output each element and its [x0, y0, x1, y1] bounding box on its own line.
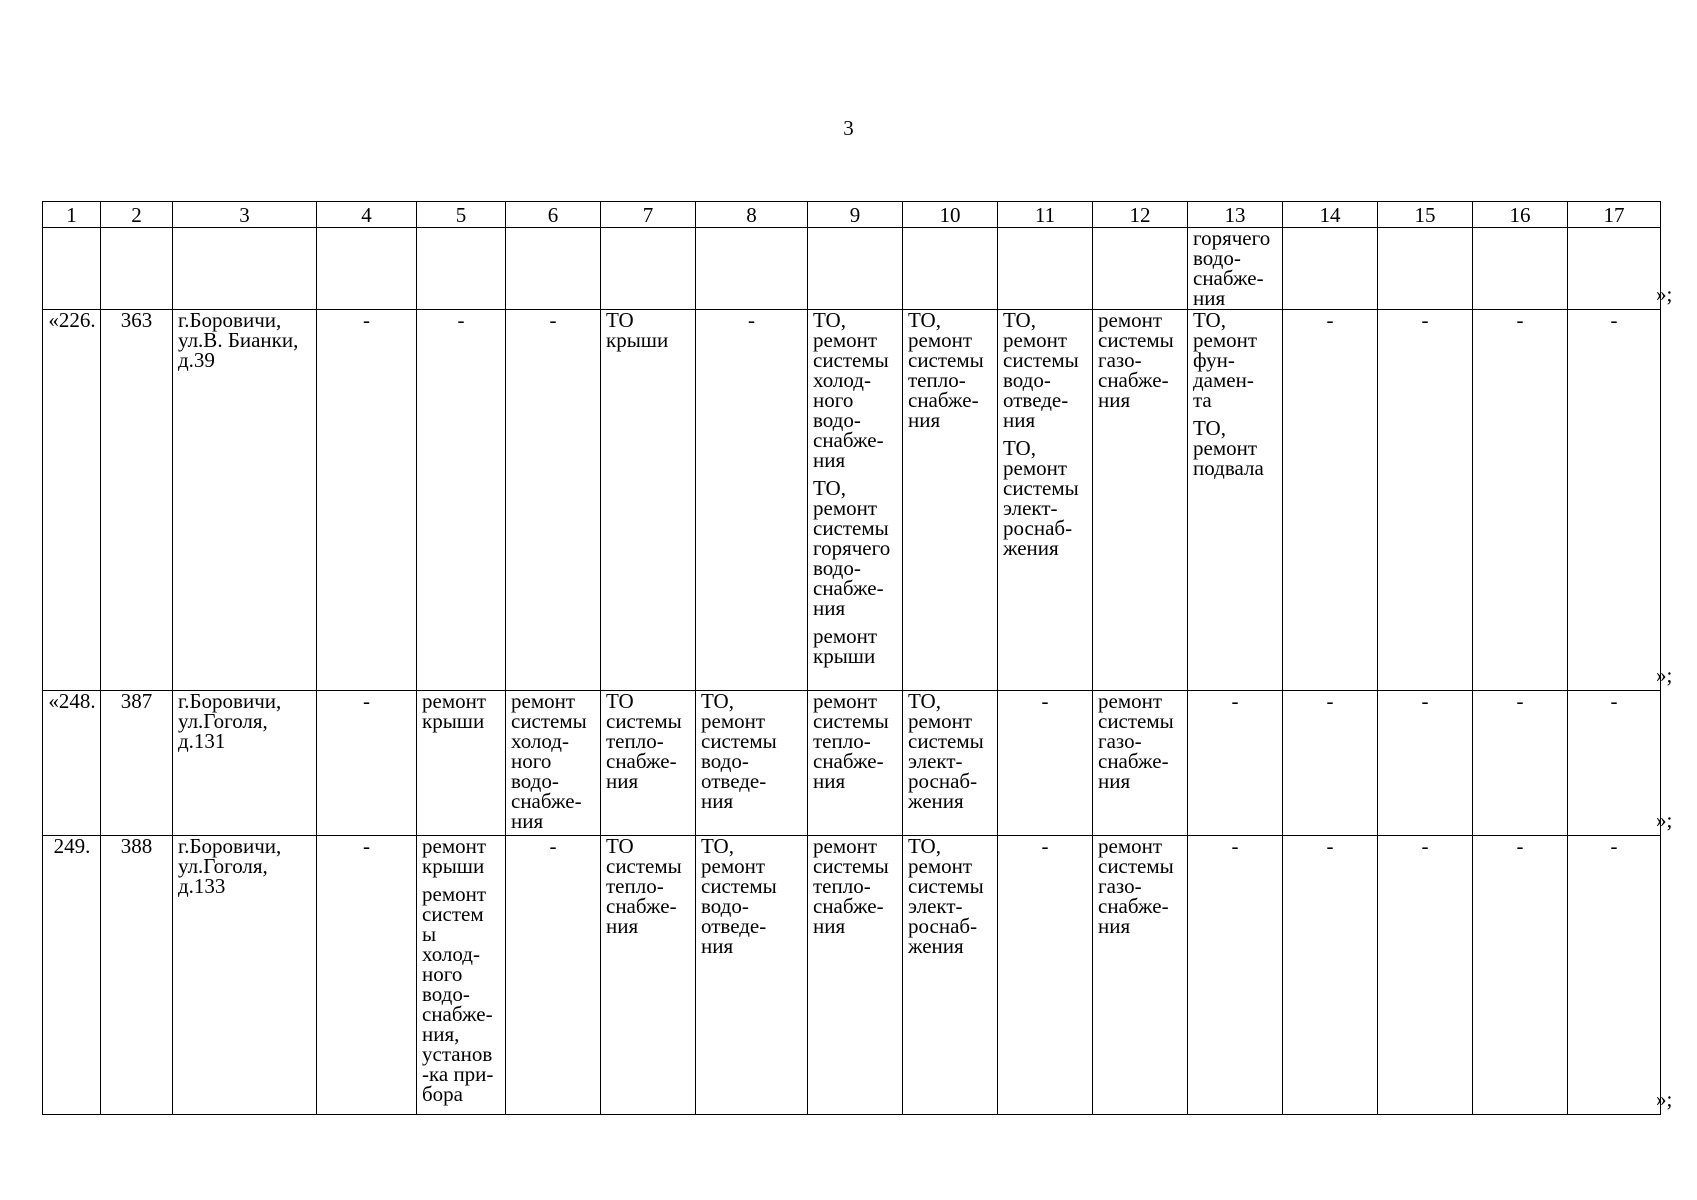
cell-line: ТО — [606, 309, 634, 332]
table-cell: - — [317, 310, 417, 691]
cell-paragraph — [1003, 310, 1087, 430]
table-cell: - — [998, 691, 1093, 836]
cell-paragraph — [813, 310, 897, 470]
cell-line: ремонт — [813, 328, 878, 352]
cell-line: ния — [511, 809, 544, 833]
table-cell — [696, 836, 808, 1115]
cell-line: ремонт — [422, 835, 487, 858]
table-cell: - — [1378, 691, 1473, 836]
cell-line: элект- — [908, 749, 963, 773]
table-cell — [903, 691, 998, 836]
table-cell: - — [1188, 836, 1283, 1115]
cell-line: ния — [606, 914, 639, 938]
cell-line: системы — [701, 729, 777, 753]
table-cell: - — [998, 836, 1093, 1115]
cell-line: системы — [1003, 476, 1079, 500]
cell-line: системы — [1098, 709, 1174, 733]
cell-paragraph — [1098, 691, 1182, 791]
table-cell — [808, 836, 903, 1115]
cell-line: крыши — [422, 709, 485, 733]
cell-paragraph — [178, 310, 311, 370]
cell-paragraph — [1193, 310, 1277, 410]
column-number-10: 10 — [903, 202, 998, 228]
table-cell: - — [317, 691, 417, 836]
table-cell: - — [1568, 691, 1661, 836]
cell-line: системы — [813, 516, 889, 540]
table-cell — [43, 228, 101, 310]
cell-line: крыши — [422, 854, 485, 878]
cell-paragraph — [701, 691, 802, 811]
cell-line: системы — [606, 854, 682, 878]
cell-line: фун- — [1193, 348, 1235, 372]
table-cell — [696, 691, 808, 836]
table-cell — [808, 310, 903, 691]
cell-line: ного — [422, 962, 463, 986]
cell-line: ремонт — [422, 882, 487, 906]
cell-line: ТО, — [813, 309, 846, 332]
cell-line: ремонт — [1193, 328, 1258, 352]
table-cell: 388 — [101, 836, 173, 1115]
table-cell — [998, 228, 1093, 310]
cell-line: снабже- — [1098, 894, 1169, 918]
table-cell — [1093, 310, 1188, 691]
cell-line: водо- — [422, 982, 470, 1006]
cell-line: системы — [813, 854, 889, 878]
cell-line: ТО, — [1193, 309, 1226, 332]
cell-paragraph — [1193, 228, 1277, 308]
cell-line: ремонт — [1193, 436, 1258, 460]
cell-line: установ — [422, 1042, 493, 1066]
cell-line: жения — [908, 789, 964, 813]
cell-line: жения — [1003, 536, 1059, 560]
cell-paragraph — [1003, 438, 1087, 558]
cell-line: системы — [908, 874, 984, 898]
cell-line: элект- — [1003, 496, 1058, 520]
cell-paragraph — [813, 478, 897, 618]
cell-line: ния — [701, 789, 734, 813]
cell-line: горячего — [1193, 227, 1271, 250]
table-row — [43, 691, 1661, 836]
cell-line: ремонт — [813, 835, 878, 858]
cell-line: та — [1193, 388, 1212, 412]
cell-line: г.Боровичи, — [178, 309, 282, 332]
cell-line: ул.В. Бианки, — [178, 328, 299, 352]
cell-line: системы — [1098, 854, 1174, 878]
table-cell: - — [1188, 691, 1283, 836]
cell-line: подвала — [1193, 456, 1264, 480]
table-cell: - — [1283, 836, 1378, 1115]
row-end-mark: »; — [1656, 807, 1673, 832]
cell-line: г.Боровичи, — [178, 690, 282, 713]
cell-line: ния — [1003, 408, 1036, 432]
cell-line: горячего — [813, 536, 891, 560]
cell-line: тепло- — [908, 368, 966, 392]
table-cell — [417, 691, 506, 836]
cell-line: ния — [1098, 769, 1131, 793]
table-cell — [601, 836, 696, 1115]
table-cell — [696, 228, 808, 310]
cell-line: элект- — [908, 894, 963, 918]
cell-line: ния — [1098, 388, 1131, 412]
table-cell — [601, 691, 696, 836]
cell-line: д.133 — [178, 874, 226, 898]
cell-line: крыши — [606, 328, 669, 352]
cell-line: газо- — [1098, 874, 1142, 898]
cell-line: ремонт — [1098, 309, 1163, 332]
column-number-7: 7 — [601, 202, 696, 228]
cell-line: снабже- — [606, 749, 677, 773]
cell-line: системы — [701, 874, 777, 898]
cell-line: ТО, — [701, 835, 734, 858]
table-cell: - — [506, 836, 601, 1115]
column-number-12: 12 — [1093, 202, 1188, 228]
cell-line: ремонт — [908, 709, 973, 733]
column-number-5: 5 — [417, 202, 506, 228]
cell-paragraph — [1098, 310, 1182, 410]
cell-line: холод- — [422, 942, 480, 966]
cell-line: ремонт — [813, 690, 878, 713]
cell-line: ния — [813, 914, 846, 938]
cell-paragraph — [422, 836, 500, 876]
column-number-15: 15 — [1378, 202, 1473, 228]
cell-paragraph — [813, 836, 897, 936]
cell-line: системы — [1003, 348, 1079, 372]
row-end-mark: »; — [1656, 662, 1673, 687]
table-body — [43, 228, 1661, 1115]
cell-line: тепло- — [606, 729, 664, 753]
cell-line: снабже- — [813, 894, 884, 918]
table-cell — [1093, 228, 1188, 310]
cell-line: д.131 — [178, 729, 226, 753]
cell-line: ния — [606, 769, 639, 793]
table-cell: 363 — [101, 310, 173, 691]
cell-line: ы — [422, 922, 437, 946]
cell-line: ул.Гоголя, — [178, 709, 268, 733]
cell-line: ремонт — [511, 690, 576, 713]
cell-line: ТО, — [908, 835, 941, 858]
table-cell — [1093, 691, 1188, 836]
table-cell — [1093, 836, 1188, 1115]
cell-line: тепло- — [606, 874, 664, 898]
cell-line: ремонт — [813, 496, 878, 520]
cell-line: снабже- — [606, 894, 677, 918]
table-cell: - — [696, 310, 808, 691]
cell-line: ния — [1098, 914, 1131, 938]
table-cell — [1283, 228, 1378, 310]
table-cell — [903, 310, 998, 691]
cell-line: ТО, — [701, 690, 734, 713]
table-cell — [601, 228, 696, 310]
column-number-8: 8 — [696, 202, 808, 228]
column-number-9: 9 — [808, 202, 903, 228]
table-cell: 249. — [43, 836, 101, 1115]
cell-line: ния — [908, 408, 941, 432]
cell-paragraph — [701, 836, 802, 956]
cell-paragraph — [422, 884, 500, 1104]
cell-line: ул.Гоголя, — [178, 854, 268, 878]
cell-line: снабже- — [1098, 749, 1169, 773]
cell-line: водо- — [701, 749, 749, 773]
cell-line: снабже- — [813, 428, 884, 452]
cell-line: ния — [813, 769, 846, 793]
table-cell: - — [1473, 310, 1568, 691]
column-number-17: 17 — [1568, 202, 1661, 228]
cell-line: снабже- — [1098, 368, 1169, 392]
column-number-3: 3 — [173, 202, 317, 228]
table-cell — [1378, 228, 1473, 310]
row-end-mark: »; — [1656, 281, 1673, 306]
cell-line: снабже- — [813, 749, 884, 773]
cell-line: ремонт — [1098, 690, 1163, 713]
cell-line: ТО — [606, 690, 634, 713]
cell-line: ремонт — [908, 854, 973, 878]
cell-line: ремонт — [701, 709, 766, 733]
column-number-2: 2 — [101, 202, 173, 228]
table-cell — [506, 691, 601, 836]
column-number-11: 11 — [998, 202, 1093, 228]
cell-paragraph — [813, 626, 897, 666]
cell-line: ТО, — [1003, 309, 1036, 332]
table-cell — [173, 691, 317, 836]
cell-line: снабже- — [813, 576, 884, 600]
cell-line: ремонт — [1003, 328, 1068, 352]
cell-paragraph — [908, 691, 992, 811]
table-cell: - — [1473, 836, 1568, 1115]
cell-paragraph — [606, 310, 690, 350]
cell-line: газо- — [1098, 729, 1142, 753]
table-cell — [101, 228, 173, 310]
cell-line: газо- — [1098, 348, 1142, 372]
table-cell: - — [1283, 310, 1378, 691]
table-cell: - — [1473, 691, 1568, 836]
table-cell — [1473, 228, 1568, 310]
table-cell — [601, 310, 696, 691]
table-cell: 387 — [101, 691, 173, 836]
cell-line: ТО, — [908, 690, 941, 713]
cell-paragraph — [422, 691, 500, 731]
cell-line: крыши — [813, 644, 876, 668]
table-cell: «248. — [43, 691, 101, 836]
table-cell — [998, 310, 1093, 691]
table-cell — [506, 228, 601, 310]
table-cell — [173, 228, 317, 310]
table-cell — [417, 228, 506, 310]
cell-line: снабже- — [1193, 266, 1264, 290]
cell-line: отведе- — [701, 769, 767, 793]
column-number-16: 16 — [1473, 202, 1568, 228]
cell-line: ТО, — [813, 476, 846, 500]
cell-paragraph — [1193, 418, 1277, 478]
column-number-13: 13 — [1188, 202, 1283, 228]
table-cell — [1188, 310, 1283, 691]
cell-line: водо- — [511, 769, 559, 793]
table-cell: «226. — [43, 310, 101, 691]
cell-line: системы — [813, 709, 889, 733]
cell-line: роснаб- — [1003, 516, 1073, 540]
cell-line: ремонт — [813, 624, 878, 648]
table-cell: - — [1568, 836, 1661, 1115]
cell-line: системы — [1098, 328, 1174, 352]
cell-line: снабже- — [511, 789, 582, 813]
cell-line: ния — [701, 934, 734, 958]
page-number: 3 — [843, 116, 854, 140]
table-cell — [317, 228, 417, 310]
table-cell — [903, 228, 998, 310]
table-cell: - — [417, 310, 506, 691]
cell-paragraph — [908, 836, 992, 956]
cell-line: систем — [422, 902, 484, 926]
table-cell — [1188, 228, 1283, 310]
cell-line: ТО, — [1003, 436, 1036, 460]
cell-line: ТО, — [908, 309, 941, 332]
cell-line: ния, — [422, 1022, 460, 1046]
table-cell: - — [1378, 836, 1473, 1115]
table-row — [43, 228, 1661, 310]
cell-line: дамен- — [1193, 368, 1254, 392]
cell-line: холод- — [511, 729, 569, 753]
cell-line: системы — [908, 348, 984, 372]
cell-paragraph — [178, 691, 311, 751]
cell-line: ния — [1193, 286, 1226, 310]
table-cell: - — [1378, 310, 1473, 691]
cell-line: ТО, — [1193, 416, 1226, 440]
cell-paragraph — [606, 836, 690, 936]
column-number-6: 6 — [506, 202, 601, 228]
table-row — [43, 836, 1661, 1115]
table-cell: - — [1568, 310, 1661, 691]
cell-line: д.39 — [178, 348, 215, 372]
cell-paragraph — [813, 691, 897, 791]
table-cell — [903, 836, 998, 1115]
cell-paragraph — [178, 836, 311, 896]
cell-line: г.Боровичи, — [178, 835, 282, 858]
cell-line: ного — [511, 749, 552, 773]
column-number-1: 1 — [43, 202, 101, 228]
cell-line: водо- — [701, 894, 749, 918]
column-number-row — [43, 202, 1661, 228]
table-cell — [417, 836, 506, 1115]
table-row — [43, 310, 1661, 691]
column-number-4: 4 — [317, 202, 417, 228]
cell-line: жения — [908, 934, 964, 958]
cell-line: системы — [813, 348, 889, 372]
column-number-14: 14 — [1283, 202, 1378, 228]
cell-line: тепло- — [813, 874, 871, 898]
cell-line: ремонт — [1098, 835, 1163, 858]
cell-line: -ка при- — [422, 1062, 494, 1086]
cell-line: водо- — [1193, 246, 1241, 270]
cell-line: ремонт — [908, 328, 973, 352]
cell-line: ремонт — [701, 854, 766, 878]
table-cell — [808, 228, 903, 310]
table-cell — [1568, 228, 1661, 310]
cell-line: холод- — [813, 368, 871, 392]
cell-line: ремонт — [422, 690, 487, 713]
cell-paragraph — [511, 691, 595, 831]
cell-line: роснаб- — [908, 914, 978, 938]
header-row-group — [43, 202, 1661, 228]
cell-line: ремонт — [1003, 456, 1068, 480]
cell-line: снабже- — [422, 1002, 493, 1026]
cell-paragraph — [606, 691, 690, 791]
cell-line: системы — [511, 709, 587, 733]
cell-line: отведе- — [701, 914, 767, 938]
table-cell — [808, 691, 903, 836]
cell-paragraph — [908, 310, 992, 430]
cell-line: ного — [813, 388, 854, 412]
cell-line: водо- — [813, 408, 861, 432]
table-cell: - — [1283, 691, 1378, 836]
table-cell — [173, 836, 317, 1115]
cell-line: ния — [813, 596, 846, 620]
cell-line: ТО — [606, 835, 634, 858]
table-cell: - — [317, 836, 417, 1115]
cell-paragraph — [1098, 836, 1182, 936]
cell-line: системы — [606, 709, 682, 733]
cell-line: системы — [908, 729, 984, 753]
table-cell — [173, 310, 317, 691]
repair-schedule-table — [42, 201, 1661, 1115]
cell-line: водо- — [1003, 368, 1051, 392]
cell-line: снабже- — [908, 388, 979, 412]
cell-line: роснаб- — [908, 769, 978, 793]
cell-line: водо- — [813, 556, 861, 580]
table-cell: - — [506, 310, 601, 691]
cell-line: бора — [422, 1082, 464, 1106]
cell-line: отведе- — [1003, 388, 1069, 412]
cell-line: тепло- — [813, 729, 871, 753]
cell-line: ния — [813, 448, 846, 472]
row-end-mark: »; — [1656, 1086, 1673, 1111]
